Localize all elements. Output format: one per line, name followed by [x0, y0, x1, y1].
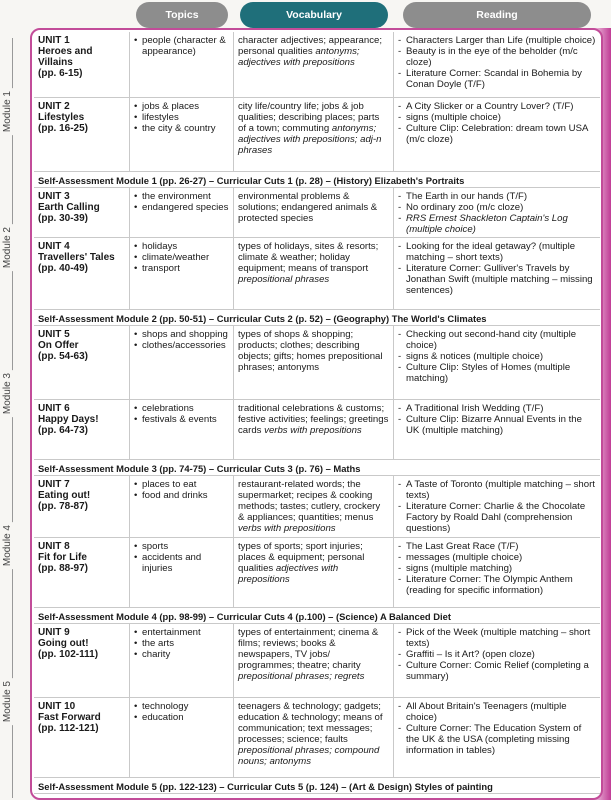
unit-topics: • jobs & places • lifestyles • the city & country: [130, 98, 234, 171]
unit-row: [34, 698, 600, 778]
unit-vocabulary: character adjectives; appearance; personal qualities antonyms; adjectives with prepositions: [234, 32, 394, 97]
unit-vocabulary: city life/country life; jobs & job qualities; describing places; parts of a town; commuting antonyms; adjectives with prepositions; adj-n phrases: [234, 98, 394, 171]
unit-vocabulary: types of sports; sport injuries; places & equipment; personal qualities adjectives with prepositions: [234, 538, 394, 607]
unit-reading: - Looking for the ideal getaway? (multiple matching – short texts) - Literature Corner: Gulliver's Travels by Jonathan Swift (multiple matching – missing sentences): [394, 238, 600, 309]
column-header-tabs: [0, 0, 611, 30]
unit-topics: • shops and shopping • clothes/accessories: [130, 326, 234, 399]
unit-vocabulary: types of holidays, sites & resorts; climate & weather; holiday equipment; means of transport prepositional phrases: [234, 238, 394, 309]
module-label-2: Module 2: [2, 224, 22, 271]
self-assessment-1: Self-Assessment Module 1 (pp. 26-27) – Curricular Cuts 1 (p. 28) – (History) Elizabeth's Portraits: [34, 172, 600, 188]
unit-title: UNIT 9 Going out! (pp. 102-111): [34, 624, 130, 697]
unit-title: UNIT 3 Earth Calling (pp. 30-39): [34, 188, 130, 237]
unit-topics: • sports • accidents and injuries: [130, 538, 234, 607]
module-label-3: Module 3: [2, 370, 22, 417]
vocabulary-tab: Vocabulary: [240, 2, 388, 28]
unit-row: [34, 538, 600, 608]
unit-reading: - The Earth in our hands (T/F) - No ordinary zoo (m/c cloze) - RRS Ernest Shackleton Captain's Log (multiple choice): [394, 188, 600, 237]
unit-title: UNIT 2 Lifestyles (pp. 16-25): [34, 98, 130, 171]
unit-topics: • people (character & appearance): [130, 32, 234, 97]
unit-vocabulary: restaurant-related words; the supermarket; recipes & cooking methods; tastes; cutlery, crockery & appliances; quantities; menus verbs with prepositions: [234, 476, 394, 537]
unit-row: [34, 326, 600, 400]
unit-title: UNIT 1 Heroes and Villains (pp. 6-15): [34, 32, 130, 97]
unit-reading: - Characters Larger than Life (multiple choice) - Beauty is in the eye of the beholder (m/c cloze) - Literature Corner: Scandal in Bohemia by Conan Doyle (T/F): [394, 32, 600, 97]
self-assessment-5: Self-Assessment Module 5 (pp. 122-123) – Curricular Cuts 5 (p. 124) – (Art & Design) Styles of painting: [34, 778, 600, 794]
unit-reading: - A Taste of Toronto (multiple matching – short texts) - Literature Corner: Charlie & the Chocolate Factory by Roald Dahl (comprehension questions): [394, 476, 600, 537]
module-rail: [0, 28, 26, 800]
unit-row: [34, 238, 600, 310]
unit-vocabulary: traditional celebrations & customs; festive activities; feelings; greetings cards verbs with prepositions: [234, 400, 394, 459]
unit-title: UNIT 4 Travellers' Tales (pp. 40-49): [34, 238, 130, 309]
unit-title: UNIT 6 Happy Days! (pp. 64-73): [34, 400, 130, 459]
unit-title: UNIT 5 On Offer (pp. 54-63): [34, 326, 130, 399]
unit-row: [34, 624, 600, 698]
unit-title: UNIT 10 Fast Forward (pp. 112-121): [34, 698, 130, 777]
unit-topics: • technology • education: [130, 698, 234, 777]
self-assessment-3: Self-Assessment Module 3 (pp. 74-75) – Curricular Cuts 3 (p. 76) – Maths: [34, 460, 600, 476]
unit-vocabulary: teenagers & technology; gadgets; education & technology; means of communication; text messages; processes; science; faults prepositional phrases; compound nouns; antonyms: [234, 698, 394, 777]
unit-row: [34, 32, 600, 98]
unit-reading: - A City Slicker or a Country Lover? (T/F) - signs (multiple choice) - Culture Clip: Celebration: dream town USA (m/c cloze): [394, 98, 600, 171]
reading-tab: Reading: [403, 2, 591, 28]
unit-vocabulary: environmental problems & solutions; endangered animals & protected species: [234, 188, 394, 237]
unit-topics: • places to eat • food and drinks: [130, 476, 234, 537]
module-label-1: Module 1: [2, 88, 22, 135]
unit-topics: • holidays • climate/weather • transport: [130, 238, 234, 309]
unit-reading: - A Traditional Irish Wedding (T/F) - Culture Clip: Bizarre Annual Events in the UK (multiple matching): [394, 400, 600, 459]
module-label-5: Module 5: [2, 678, 22, 725]
unit-vocabulary: types of entertainment; cinema & films; reviews; books & newspapers, TV jobs/ programmes; theatre; charity prepositional phrases; regrets: [234, 624, 394, 697]
unit-reading: - Pick of the Week (multiple matching – short texts) - Graffiti – Is it Art? (open cloze) - Culture Corner: Comic Relief (completing a summary): [394, 624, 600, 697]
unit-topics: • entertainment • the arts • charity: [130, 624, 234, 697]
module-label-4: Module 4: [2, 522, 22, 569]
unit-reading: - The Last Great Race (T/F) - messages (multiple choice) - signs (multiple matching) - Literature Corner: The Olympic Anthem (reading for specific information): [394, 538, 600, 607]
topics-tab: Topics: [136, 2, 228, 28]
unit-topics: • the environment • endangered species: [130, 188, 234, 237]
unit-topics: • celebrations • festivals & events: [130, 400, 234, 459]
unit-row: [34, 188, 600, 238]
unit-row: [34, 400, 600, 460]
unit-row: [34, 476, 600, 538]
self-assessment-4: Self-Assessment Module 4 (pp. 98-99) – Curricular Cuts 4 (p.100) – (Science) A Balanced Diet: [34, 608, 600, 624]
unit-reading: - All About Britain's Teenagers (multiple choice) - Culture Corner: The Education System of the UK & the USA (completing missing information in tables): [394, 698, 600, 777]
unit-vocabulary: types of shops & shopping; products; clothes; describing objects; gifts; homes prepositional phrases; antonyms: [234, 326, 394, 399]
unit-row: [34, 98, 600, 172]
self-assessment-2: Self-Assessment Module 2 (pp. 50-51) – Curricular Cuts 2 (p. 52) – (Geography) The World's Climates: [34, 310, 600, 326]
unit-title: UNIT 8 Fit for Life (pp. 88-97): [34, 538, 130, 607]
unit-title: UNIT 7 Eating out! (pp. 78-87): [34, 476, 130, 537]
unit-reading: - Checking out second-hand city (multiple choice) - signs & notices (multiple choice) - Culture Clip: Styles of Homes (multiple matching): [394, 326, 600, 399]
